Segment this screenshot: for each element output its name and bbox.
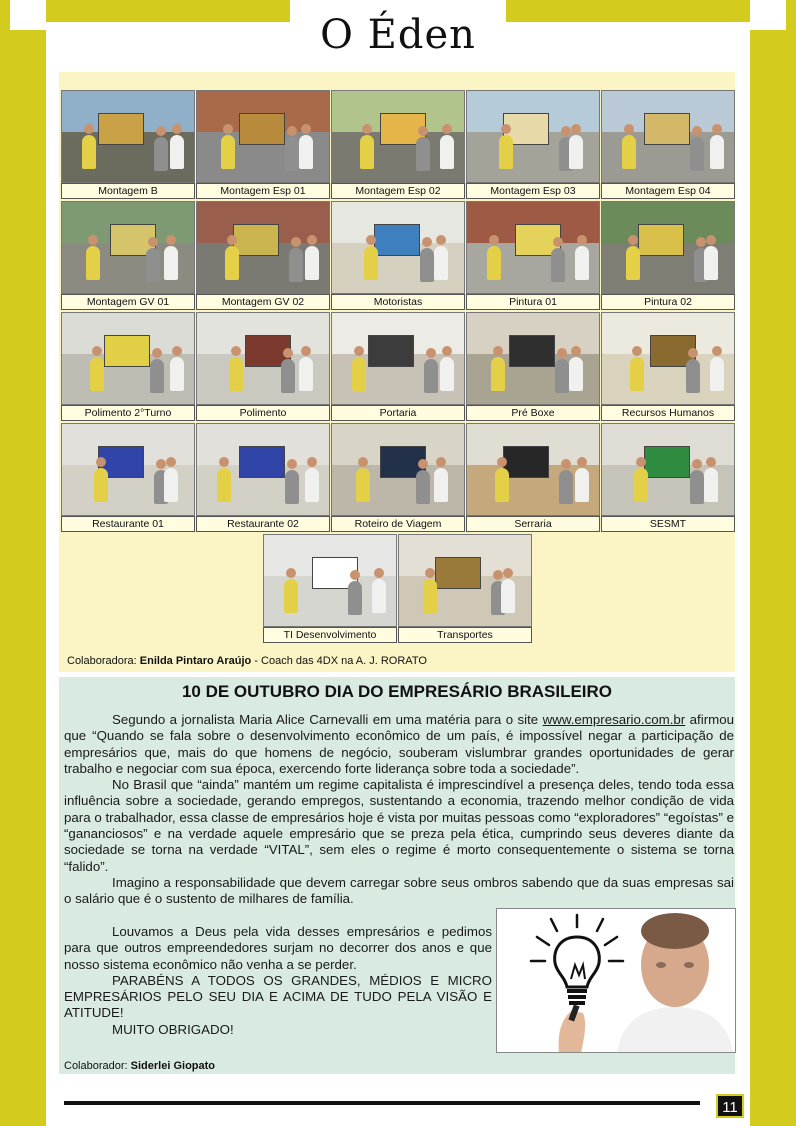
article-headline: 10 DE OUTUBRO DIA DO EMPRESÁRIO BRASILEIRO — [181, 682, 613, 701]
article-body — [64, 712, 734, 908]
article-paragraph-5: PARABÉNS A TODOS OS GRANDES, MÉDIOS E MICRO EMPRESÁRIOS PELO SEU DIA E ACIMA DE TUDO PELA VISÃO E ATITUDE! — [64, 972, 492, 1021]
photo-caption: Polimento — [196, 405, 330, 421]
team-photo — [331, 423, 465, 516]
photo-item — [61, 90, 195, 199]
photo-caption: Montagem GV 01 — [61, 294, 195, 310]
photo-caption: Restaurante 02 — [196, 516, 330, 532]
frame-right-bar — [750, 0, 796, 1126]
team-photo — [196, 90, 330, 183]
photo-caption: Polimento 2°Turno — [61, 405, 195, 421]
team-photo — [601, 201, 735, 294]
team-photo — [331, 201, 465, 294]
team-photo — [398, 534, 532, 627]
photo-caption: Montagem GV 02 — [196, 294, 330, 310]
photo-item — [61, 312, 195, 421]
article-paragraph-1: Segundo a jornalista Maria Alice Carnevalli em uma matéria para o site www.empresario.com.br afirmou que “Quando se fala sobre o desenvolvimento econômico de um país, é impossível negar a participação de empresários que, mais do que homens de negócio, souberam vislumbrar grandes oportunidades de gerar trabalho e negociar com sua época, exercendo forte liderança sobre toda a sociedade”. — [64, 712, 734, 776]
article-paragraph-4: Louvamos a Deus pela vida desses empresários e pedimos para que outros empreendedores surjam no decorrer dos anos e que nosso sistema econômico não venha a se perder. — [64, 924, 492, 972]
article-paragraph-3: Imagino a responsabilidade que devem carregar sobre seus ombros sabendo que da suas empresas sai o salário que é o sustento de milhares de família. — [64, 874, 734, 907]
team-photo — [601, 90, 735, 183]
photo-item — [601, 423, 735, 532]
collaborator-name: Siderlei Giopato — [130, 1060, 216, 1072]
frame-left-bar — [0, 0, 46, 1126]
photo-caption: Montagem Esp 03 — [466, 183, 600, 199]
photo-item — [331, 90, 465, 199]
photo-item — [398, 534, 532, 643]
photo-item — [331, 423, 465, 532]
team-photo — [466, 90, 600, 183]
team-photo — [466, 423, 600, 516]
photo-item — [466, 312, 600, 421]
photo-caption: SESMT — [601, 516, 735, 532]
team-photo — [601, 312, 735, 405]
photo-caption: Pré Boxe — [466, 405, 600, 421]
photo-caption: Montagem Esp 01 — [196, 183, 330, 199]
photo-caption: Serraria — [466, 516, 600, 532]
collaborator-name: Enilda Pintaro Araújo — [139, 655, 252, 667]
article-body-narrow — [64, 924, 492, 1038]
photo-item — [196, 423, 330, 532]
team-photo — [601, 423, 735, 516]
footer-rule — [64, 1101, 700, 1105]
photo-caption: Motoristas — [331, 294, 465, 310]
photo-item — [196, 90, 330, 199]
photo-item — [196, 312, 330, 421]
photo-item — [601, 90, 735, 199]
article-paragraph-2: No Brasil que “ainda” mantém um regime capitalista é imprescindível a presença deles, tendo toda essa influência sobre a sociedade, gerando empregos, sustentando a economia, trazendo melhor condição de vida para o trabalhador, essa classe de empresários hoje é vista por muitas pessoas como “exploradores” “egoístas” e “gananciosos” e na verdade aquele empresário que se preza pela ética, cumprindo seus deveres diante da sociedade se torna na verdade “VITAL”, sem eles o regime é morto consequentemente o sistema se torna “falido”. — [64, 777, 734, 874]
photo-item — [196, 201, 330, 310]
photo-caption: TI Desenvolvimento — [263, 627, 397, 643]
lightbulb-illustration — [496, 908, 736, 1053]
photo-caption: Portaria — [331, 405, 465, 421]
photo-item — [466, 201, 600, 310]
photo-item — [61, 201, 195, 310]
photo-item — [331, 201, 465, 310]
collaborator-role: - Coach das 4DX na A. J. RORATO — [254, 655, 427, 667]
collaborator-label: Colaborador: — [64, 1060, 128, 1072]
team-photo — [61, 201, 195, 294]
photo-caption: Montagem B — [61, 183, 195, 199]
team-photo — [196, 423, 330, 516]
team-photo — [466, 312, 600, 405]
photo-item — [466, 90, 600, 199]
photo-caption: Roteiro de Viagem — [331, 516, 465, 532]
team-photo — [196, 201, 330, 294]
team-photo — [61, 90, 195, 183]
photo-caption: Montagem Esp 04 — [601, 183, 735, 199]
collaborator-credit-article — [64, 1060, 215, 1072]
page-number: 11 — [716, 1094, 744, 1118]
photo-caption: Montagem Esp 02 — [331, 183, 465, 199]
website-link[interactable]: www.empresario.com.br — [542, 712, 686, 727]
team-photo — [331, 90, 465, 183]
team-photo — [61, 312, 195, 405]
frame-corner-right — [750, 0, 786, 30]
photo-item — [331, 312, 465, 421]
page-title: O Éden — [320, 12, 476, 58]
team-photo — [61, 423, 195, 516]
collaborator-credit-photos — [67, 655, 427, 667]
photo-caption: Recursos Humanos — [601, 405, 735, 421]
frame-corner-left — [10, 0, 46, 30]
photo-item — [466, 423, 600, 532]
team-photo — [466, 201, 600, 294]
photo-item — [61, 423, 195, 532]
photo-item — [263, 534, 397, 643]
team-photo — [263, 534, 397, 627]
photo-item — [601, 312, 735, 421]
team-photo — [196, 312, 330, 405]
collaborator-label: Colaboradora: — [67, 655, 137, 667]
lightbulb-icon — [497, 909, 736, 1053]
photo-caption: Restaurante 01 — [61, 516, 195, 532]
team-photo — [331, 312, 465, 405]
photo-item — [601, 201, 735, 310]
article-paragraph-6: MUITO OBRIGADO! — [112, 1021, 234, 1037]
photo-caption: Transportes — [398, 627, 532, 643]
photo-caption: Pintura 01 — [466, 294, 600, 310]
photo-caption: Pintura 02 — [601, 294, 735, 310]
